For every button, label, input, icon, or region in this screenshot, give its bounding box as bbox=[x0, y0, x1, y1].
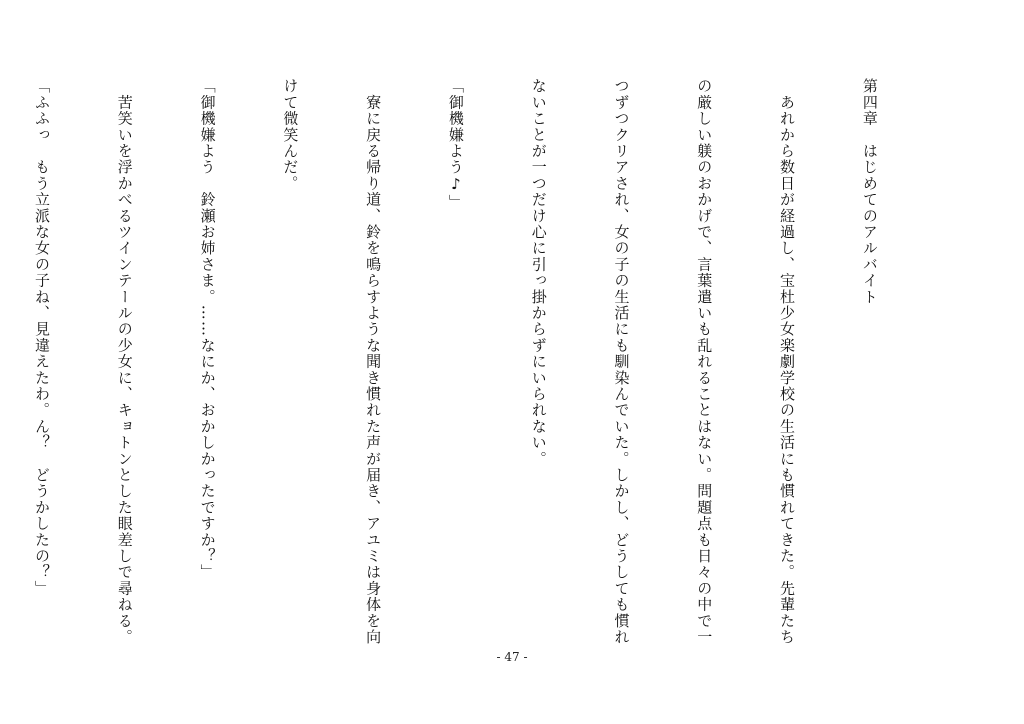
text-line: 苦笑いを浮かべるツインテールの少女に、キョトンとした眼差しで尋ねる。 bbox=[115, 78, 134, 645]
text-line: 「ふふっ もう立派な女の子ね、見違えたわ。ん？ どうかしたの？」 bbox=[33, 78, 51, 597]
text-line: ないことが一つだけ心に引っ掛からずにいられない。 bbox=[529, 78, 548, 467]
text-line: の厳しい躾のおかげで、言葉遣いも乱れることはない。問題点も日々の中で一 bbox=[695, 78, 714, 645]
text-line: あれから数日が経過し、宝杜少女楽劇学校の生活にも慣れてきた。先輩たち bbox=[778, 78, 797, 645]
text-line: 「御機嫌よう 鈴瀬お姉さま。……なにか、おかしかったですか？」 bbox=[198, 78, 217, 581]
text-line: 「御機嫌よう♪」 bbox=[446, 78, 465, 211]
text-line: 寮に戻る帰り道、鈴を鳴らすような聞き慣れた声が届き、アユミは身体を向 bbox=[364, 78, 383, 645]
page-number: - 47 - bbox=[496, 650, 528, 664]
chapter-title: 第四章 はじめてのアルバイト bbox=[860, 78, 879, 305]
text-line: けて微笑んだ。 bbox=[281, 78, 300, 192]
body-text bbox=[33, 78, 938, 648]
text-line: つずつクリアされ、女の子の生活にも馴染んでいた。しかし、どうしても慣れ bbox=[612, 78, 631, 645]
